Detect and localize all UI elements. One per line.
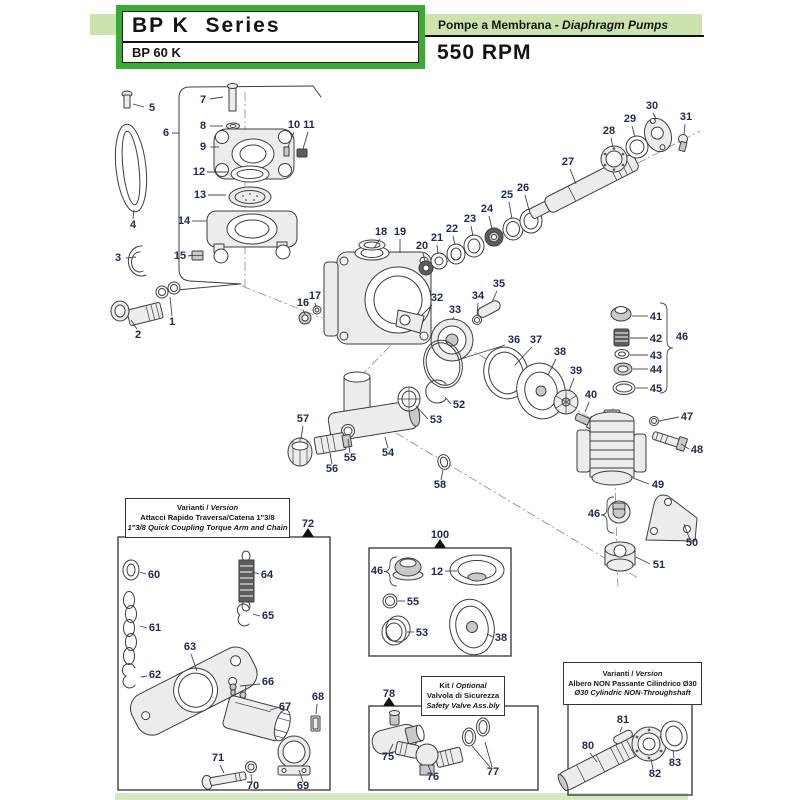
callout-19: 19 (393, 226, 407, 238)
chain-61 (124, 592, 137, 665)
leader-line (170, 297, 172, 316)
callout-60: 60 (147, 569, 161, 581)
callout-4: 4 (129, 219, 137, 231)
callout-39: 39 (569, 365, 583, 377)
callout-37: 37 (529, 334, 543, 346)
callout-83: 83 (668, 757, 682, 769)
oring-45 (613, 382, 635, 395)
s-hook-65 (237, 604, 249, 626)
callout-55: 55 (406, 596, 420, 608)
key-68 (311, 716, 320, 731)
callout-58: 58 (433, 479, 447, 491)
callout-72: 72 (301, 518, 315, 530)
washer-43 (615, 350, 629, 359)
washer-8 (227, 123, 240, 129)
callout-26: 26 (516, 182, 530, 194)
callout-10: 10 (287, 119, 301, 131)
rpm-label: 550 RPM (437, 41, 532, 64)
leader-line (632, 126, 635, 137)
callout-63: 63 (183, 641, 197, 653)
callout-68: 68 (311, 691, 325, 703)
ring-22 (447, 244, 465, 264)
callout-23: 23 (463, 213, 477, 225)
washer-21 (431, 253, 447, 269)
washer-17 (313, 306, 321, 314)
kit-ring-53 (382, 616, 410, 645)
callout-35: 35 (492, 278, 506, 290)
callout-32: 32 (430, 292, 444, 304)
bracket-50 (646, 495, 697, 541)
oring-58 (436, 453, 451, 471)
leader-line (445, 397, 451, 404)
leader-line (485, 742, 492, 767)
callout-36: 36 (507, 334, 521, 346)
callout-76: 76 (426, 771, 440, 783)
callout-53: 53 (429, 414, 443, 426)
leader-line (253, 614, 260, 616)
valve-nut-41 (611, 307, 631, 322)
tee-fitting-76 (395, 741, 463, 775)
callout-31: 31 (679, 111, 693, 123)
orings-77 (463, 718, 490, 746)
callout-65: 65 (261, 610, 275, 622)
callout-52: 52 (452, 399, 466, 411)
callout-51: 51 (652, 559, 666, 571)
callout-25: 25 (500, 189, 514, 201)
callout-61: 61 (148, 622, 162, 634)
callout-66: 66 (261, 676, 275, 688)
callout-100: 100 (430, 529, 450, 541)
spring-42 (614, 329, 629, 346)
ring-12 (231, 166, 269, 182)
bolt-71 (201, 769, 247, 790)
callout-54: 54 (381, 447, 395, 459)
callout-20: 20 (415, 240, 429, 252)
clip-3 (128, 246, 146, 276)
leader-line (126, 257, 136, 258)
callout-53: 53 (415, 627, 429, 639)
callout-14: 14 (177, 215, 191, 227)
callout-29: 29 (623, 113, 637, 125)
callout-22: 22 (445, 223, 459, 235)
callout-44: 44 (649, 364, 663, 376)
valve-spider-39 (554, 390, 578, 414)
callout-42: 42 (649, 333, 663, 345)
callout-45: 45 (649, 383, 663, 395)
orings-1 (156, 282, 180, 298)
piston-33 (431, 319, 473, 361)
leader-line (471, 226, 473, 236)
callout-57: 57 (296, 413, 310, 425)
swivel-nut-57 (288, 438, 312, 466)
torque-arm-box-title: Varianti / Version Attacci Rapido Traversa/Catena 1"3/8 1"3/8 Quick Coupling Torque Arm and Chain (125, 498, 290, 538)
callout-34: 34 (471, 290, 485, 302)
callout-80: 80 (581, 740, 595, 752)
kit-ring-12 (450, 555, 504, 585)
shaft-variant-box-title: Varianti / Version Albero NON Passante Cilindrico Ø30 Ø30 Cylindric NON-Throughshaft (563, 662, 702, 705)
callout-38: 38 (494, 632, 508, 644)
leader-line (316, 704, 317, 714)
callout-43: 43 (649, 350, 663, 362)
leader-line (570, 169, 576, 184)
leader-line (684, 124, 685, 135)
clamp-69 (278, 736, 310, 775)
ring-23 (464, 235, 484, 257)
leader-line (220, 765, 224, 773)
callout-7: 7 (199, 94, 207, 106)
fitting-2 (111, 301, 163, 326)
callout-77: 77 (486, 766, 500, 778)
callout-40: 40 (584, 389, 598, 401)
fitting-10 (284, 147, 289, 156)
washer-47 (650, 417, 659, 426)
hook-60 (123, 560, 139, 580)
callout-28: 28 (602, 125, 616, 137)
model-label: BP 60 K (132, 45, 181, 60)
leader-line (509, 202, 512, 219)
callout-46: 46 (675, 331, 689, 343)
leader-line (659, 417, 679, 421)
leader-line (585, 402, 589, 412)
callout-71: 71 (211, 752, 225, 764)
bolt-48 (651, 428, 687, 451)
callout-6: 6 (162, 127, 170, 139)
bolt-7 (228, 84, 238, 112)
callout-2: 2 (134, 329, 142, 341)
callout-38: 38 (553, 346, 567, 358)
leader-line (636, 557, 650, 564)
plug-11 (297, 149, 307, 157)
callout-17: 17 (308, 290, 322, 302)
callout-70: 70 (246, 780, 260, 792)
callout-46: 46 (587, 508, 601, 520)
subtitle-english: Diaphragm Pumps (562, 18, 669, 32)
callout-62: 62 (148, 669, 162, 681)
callout-11: 11 (303, 119, 315, 131)
washer-70 (246, 762, 257, 773)
callout-12: 12 (430, 566, 444, 578)
leader-line (569, 378, 574, 391)
callout-24: 24 (480, 203, 494, 215)
bolt-31 (679, 135, 688, 152)
s-hook-62 (122, 664, 135, 688)
screw-5 (122, 91, 132, 108)
leader-line (140, 626, 147, 628)
leader-line (437, 245, 438, 254)
callout-27: 27 (561, 156, 575, 168)
subtitle-italian: Pompe a Membrana - (438, 18, 563, 32)
callout-5: 5 (148, 102, 156, 114)
pump-head-14 (207, 211, 297, 263)
callout-64: 64 (260, 569, 274, 581)
callout-9: 9 (199, 141, 207, 153)
cap-nut-51 (605, 542, 635, 571)
leader-line (133, 104, 144, 107)
kit-oring-55 (383, 594, 397, 608)
page-title: BP K Series (132, 14, 281, 37)
callout-15: 15 (173, 250, 187, 262)
valve-assembly-46 (608, 501, 630, 523)
callout-18: 18 (374, 226, 388, 238)
callout-8: 8 (199, 120, 207, 132)
callout-13: 13 (193, 189, 207, 201)
kit-valve-46 (393, 558, 423, 580)
callout-75: 75 (381, 751, 395, 763)
leader-line (620, 727, 622, 732)
kit-diaphragm-38 (445, 595, 500, 659)
callout-47: 47 (680, 411, 694, 423)
leader-line (633, 478, 649, 484)
callout-21: 21 (430, 232, 444, 244)
callout-56: 56 (325, 463, 339, 475)
callout-46: 46 (370, 565, 384, 577)
seal-24 (485, 228, 503, 246)
callout-16: 16 (296, 297, 310, 309)
callout-41: 41 (649, 311, 663, 323)
valve-seat-44 (614, 363, 632, 375)
bearing-28 (601, 146, 627, 172)
callout-48: 48 (690, 444, 704, 456)
callout-81: 81 (616, 714, 630, 726)
leader-line (210, 97, 223, 99)
ring-29 (626, 136, 648, 158)
plate-13 (229, 187, 271, 207)
hose-loop-4 (111, 123, 150, 214)
leader-line (525, 195, 529, 210)
leader-line (453, 236, 455, 245)
callout-67: 67 (278, 701, 292, 713)
leader-line (301, 426, 303, 439)
seal-ring-18 (359, 240, 385, 250)
spring-64 (239, 551, 254, 611)
callout-30: 30 (645, 100, 659, 112)
callout-1: 1 (168, 316, 176, 328)
callout-brace (384, 557, 397, 586)
safety-valve-box-title: Kit / Optional Valvola di Sicurezza Safety Valve Ass.bly (421, 676, 505, 716)
callout-69: 69 (296, 780, 310, 792)
leader-line (303, 132, 308, 149)
callout-55: 55 (343, 452, 357, 464)
callout-12: 12 (192, 166, 206, 178)
nut-15 (192, 251, 203, 260)
callout-3: 3 (114, 252, 122, 264)
leader-line (140, 572, 146, 574)
callout-82: 82 (648, 768, 662, 780)
leader-line (489, 216, 492, 229)
leader-line (141, 676, 147, 677)
callout-78: 78 (382, 688, 396, 700)
callout-33: 33 (448, 304, 462, 316)
snap-ring-52 (426, 380, 446, 403)
callout-49: 49 (651, 479, 665, 491)
callout-50: 50 (685, 537, 699, 549)
